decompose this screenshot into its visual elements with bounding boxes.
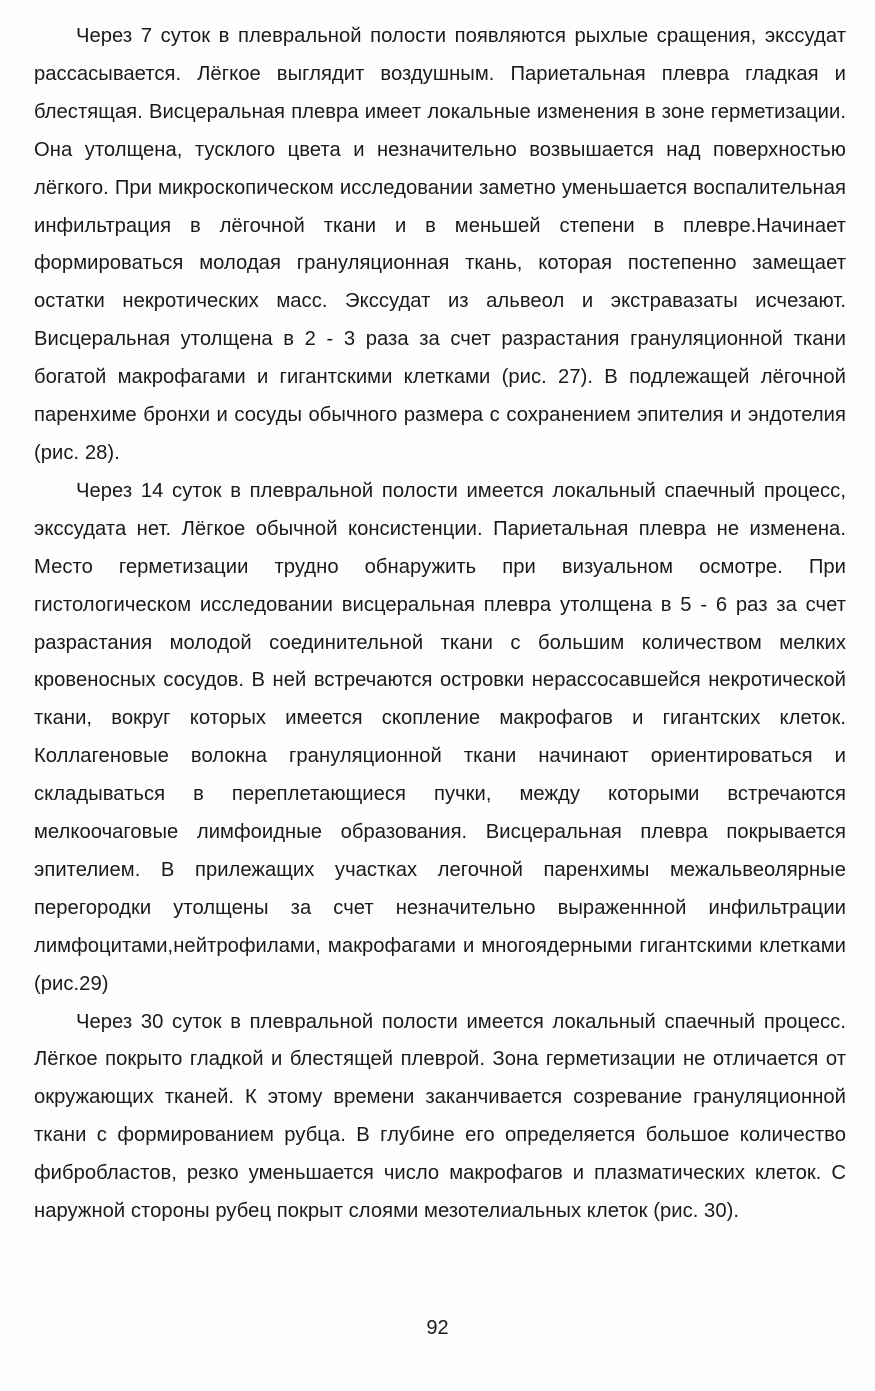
paragraph-day-14: Через 14 суток в плевральной полости имеется локальный спаечный процесс, экссудата нет. Лёгкое обычной консистенции. Париетальная плевра не изменена. Место герметизации трудно обнаружить при визуальном осмотре. При гистологическом исследовании висцеральная плевра утолщена в 5 - 6 раз за счет разрастания молодой соединительной ткани с большим количеством мелких кровеносных сосудов. В ней встречаются островки нерассосавшейся некротической ткани, вокруг которых имеется скопление макрофагов и гигантских клеток. Коллагеновые волокна грануляционной ткани начинают ориентироваться и складываться в переплетающиеся пучки, между которыми встречаются мелкоочаговые лимфоидные образования. Висцеральная плевра покрывается эпителием. В прилежащих участках легочной паренхимы межальвеолярные перегородки утолщены за счет незначительно выраженнной инфильтрации лимфоцитами,нейтрофилами, макрофагами и многоядерными гигантскими клетками (рис.29) xyxy=(34,479,846,995)
page-number: 92 xyxy=(426,1317,449,1339)
paragraph-day-7: Через 7 суток в плевральной полости появляются рыхлые сращения, экссудат рассасывается. Лёгкое выглядит воздушным. Париетальная плевра гладкая и блестящая. Висцеральная плевра имеет локальные изменения в зоне герметизации. Она утолщена, тусклого цвета и незначительно возвышается над поверхностью лёгкого. При микроскопическом исследовании заметно уменьшается воспалительная инфильтрация в лёгочной ткани и в меньшей степени в плевре.Начинает формироваться молодая грануляционная ткань, которая постепенно замещает остатки некротических масс. Экссудат из альвеол и экстравазаты исчезают. Висцеральная утолщена в 2 - 3 раза за счет разрастания грануляционной ткани богатой макрофагами и гигантскими клетками (рис. 27). В подлежащей лёгочной паренхиме бронхи и сосуды обычного размера с сохранением эпителия и эндотелия (рис. 28). xyxy=(34,25,846,464)
paragraph-day-30: Через 30 суток в плевральной полости имеется локальный спаечный процесс. Лёгкое покрыто гладкой и блестящей плеврой. Зона герметизации не отличается от окружающих тканей. К этому времени заканчивается созревание грануляционной ткани с формированием рубца. В глубине его определяется большое количество фибробластов, резко уменьшается число макрофагов и плазматических клеток. С наружной стороны рубец покрыт слоями мезотелиальных клеток (рис. 30). xyxy=(34,1010,846,1223)
document-body xyxy=(34,18,846,1231)
